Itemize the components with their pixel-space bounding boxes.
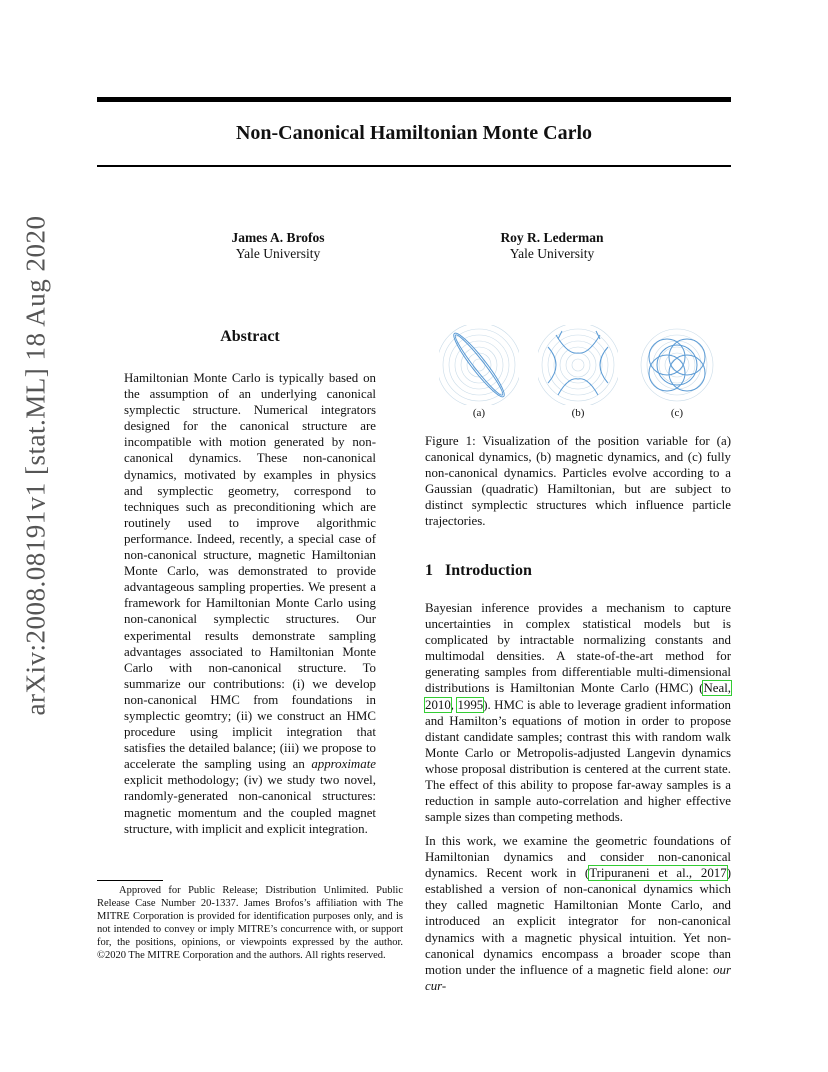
section-title: Introduction [445,562,532,579]
panel-label-b: (b) [571,407,585,419]
panel-label-c: (c) [670,407,684,419]
section-number: 1 [425,562,433,579]
author-name: James A. Brofos [231,230,325,245]
title-rule-top [97,97,731,102]
author-affiliation: Yale University [235,246,321,261]
section-heading [425,562,532,580]
footnote-rule [97,880,163,881]
intro-paragraph-1: Bayesian inference provides a mechanism to capture uncertainties in complex statistical models but is complicated by intractable normalizing constants and multimodal densities. A state-of-the-art method for generating samples from differentiable multi-dimensional distributions is Hamiltonian Monte Carlo (HMC) (Neal, 2010, 1995). HMC is able to leverage gradient information and Hamilton’s equations of motion in order to propose distant candidate samples; contrast this with random walk Monte Carlo or Metropolis-adjusted Langevin dynamics whose proposal distribution is centered at the current state. The effect of this ability to propose far-away samples is a reduction in sample auto-correlation and higher effective sample sizes than competing methods. [425,601,731,825]
abstract-emphasis: approximate [311,757,376,772]
citation-link[interactable]: Tripuraneni et al., 2017 [589,866,727,881]
intro-paragraph-2: In this work, we examine the geometric foundations of Hamiltonian dynamics and consider non-canonical dynamics. Recent work in (Tripuraneni et al., 2017) established a version of non-canonical dynamics which they called magnetic Hamiltonian Monte Carlo, and introduced an explicit integrator for non-canonical dynamics with a magnetic physical intuition. Yet non-canonical dynamics encompass a broader scope than motion under the influence of a magnetic field alone: our cur- [425,834,731,993]
author-affiliation: Yale University [509,246,595,261]
abstract-heading: Abstract [220,328,280,345]
arxiv-stamp [20,215,51,715]
title-rule-bottom [97,165,731,167]
paper-title: Non-Canonical Hamiltonian Monte Carlo [235,122,593,144]
citation-link[interactable]: 1995 [457,697,484,712]
citation-link[interactable]: Neal, 2010 [425,681,731,712]
figure-caption: Figure 1: Visualization of the position variable for (a) canonical dynamics, (b) magnetic dynamics, and (c) fully non-canonical dynamics. Particles evolve according to a Gaussian (quadratic) Hamiltonian, but are subject to distinct symplectic structures which influence particle trajectories. [425,434,731,529]
author-block-1 [178,230,378,262]
arxiv-id: arXiv:2008.08191v1 [stat.ML] 18 Aug 2020 [20,215,51,715]
emphasis-text: our cur- [425,962,731,993]
figure-panel-c [637,325,717,405]
abstract-text: Hamiltonian Monte Carlo is typically based on the assumption of an underlying canonical symplectic structure. Numerical integrators designed for the canonical structure are incompatible with motion generated by non-canonical dynamics. These non-canonical dynamics, motivated by examples in physics and symplectic geometry, correspond to techniques such as preconditioning which are routinely used to improve algorithmic performance. Indeed, recently, a special case of non-canonical structure, magnetic Hamiltonian Monte Carlo, was demonstrated to provide advantageous sampling properties. We present a framework for Hamiltonian Monte Carlo using non-canonical symplectic structures. Our experimental results demonstrate sampling advantages associated to Hamiltonian Monte Carlo with non-canonical structure. To summarize our contributions: (i) we develop non-canonical HMC from foundations in symplectic geomtry; (ii) we construct an HMC procedure using implicit integration that satisfies the detailed balance; (iii) we propose to accelerate the sampling using an approximate explicit methodology; (iv) we study two novel, randomly-generated non-canonical structures: magnetic momentum and the coupled magnet structure, with implicit and explicit integration. [124,371,376,836]
author-name: Roy R. Lederman [500,230,604,245]
figure-panel-b [538,325,618,405]
panel-label-a: (a) [472,407,486,419]
figure-panel-a [439,325,519,405]
footnote: Approved for Public Release; Distribution Unlimited. Public Release Case Number 20-1337. James Brofos’s affiliation with The MITRE Corporation is provided for identification purposes only, and is not intended to convey or imply MITRE’s concurrence with, or support for, the positions, opinions, or viewpoints expressed by the author. ©2020 The MITRE Corporation and the authors. All rights reserved. [97,885,403,961]
author-block-2 [452,230,652,262]
